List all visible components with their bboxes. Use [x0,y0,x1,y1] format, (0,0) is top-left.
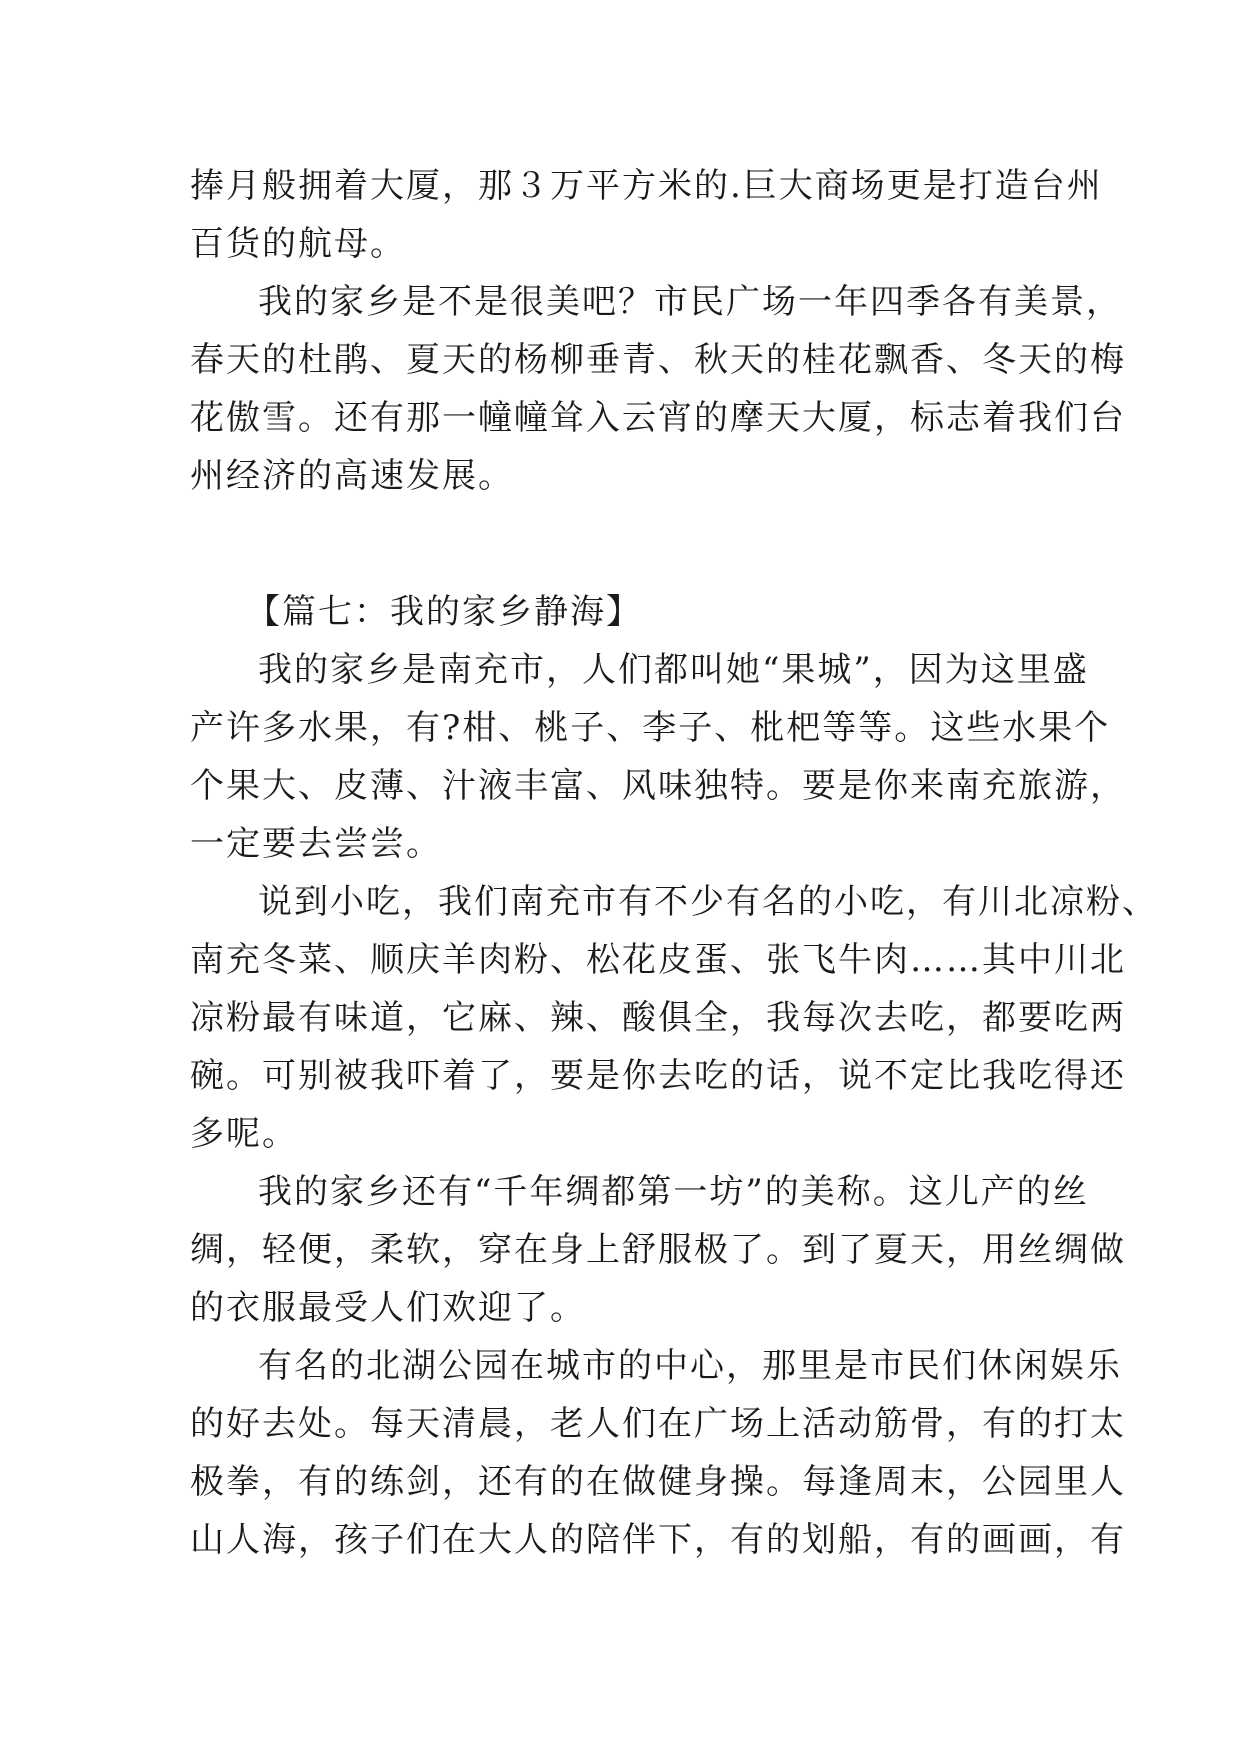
text-line: 山人海，孩子们在大人的陪伴下，有的划船，有的画画，有 [190,1520,1126,1560]
text-line: 南充冬菜、顺庆羊肉粉、松花皮蛋、张飞牛肉……其中川北 [190,940,1126,980]
text-line: 的衣服最受人们欢迎了。 [190,1288,586,1328]
text-line: 碗。可别被我吓着了，要是你去吃的话，说不定比我吃得还 [190,1056,1126,1096]
text-line: 我的家乡还有“千年绸都第一坊”的美称。这儿产的丝 [258,1172,1089,1212]
paragraph [190,1337,1126,1569]
paragraph [190,273,1126,505]
section-gap [190,505,1060,583]
text-line: 凉粉最有味道，它麻、辣、酸俱全，我每次去吃，都要吃两 [190,998,1126,1038]
text-line: 春天的杜鹃、夏天的杨柳垂青、秋天的桂花飘香、冬天的梅 [190,340,1126,380]
text-line: 绸，轻便，柔软，穿在身上舒服极了。到了夏天，用丝绸做 [190,1230,1126,1270]
document-body [190,157,1158,1569]
text-line: 多呢。 [190,1114,298,1154]
text-line: 产许多水果，有?柑、桃子、李子、枇杷等等。这些水果个 [190,708,1111,748]
paragraph [190,1163,1126,1337]
text-line: 百货的航母。 [190,224,406,264]
text-line: 花傲雪。还有那一幢幢耸入云宵的摩天大厦，标志着我们台 [190,398,1126,438]
paragraph [190,873,1158,1163]
text-line: 我的家乡是不是很美吧？市民广场一年四季各有美景， [258,282,1122,322]
text-line: 的好去处。每天清晨，老人们在广场上活动筋骨，有的打太 [190,1404,1126,1444]
text-line: 有名的北湖公园在城市的中心，那里是市民们休闲娱乐 [258,1346,1122,1386]
text-line: 一定要去尝尝。 [190,824,442,864]
paragraph-continuation [190,157,1103,273]
text-line: 州经济的高速发展。 [190,456,514,496]
text-line: 捧月般拥着大厦，那３万平方米的.巨大商场更是打造台州 [190,166,1103,206]
text-line: 说到小吃，我们南充市有不少有名的小吃，有川北凉粉、 [258,882,1158,922]
section-heading: 【篇七：我的家乡静海】 [246,592,642,632]
paragraph [190,641,1126,873]
text-line: 个果大、皮薄、汁液丰富、风味独特。要是你来南充旅游， [190,766,1126,806]
text-line: 我的家乡是南充市，人们都叫她“果城”，因为这里盛 [258,650,1089,690]
text-line: 极拳，有的练剑，还有的在做健身操。每逢周末，公园里人 [190,1462,1126,1502]
